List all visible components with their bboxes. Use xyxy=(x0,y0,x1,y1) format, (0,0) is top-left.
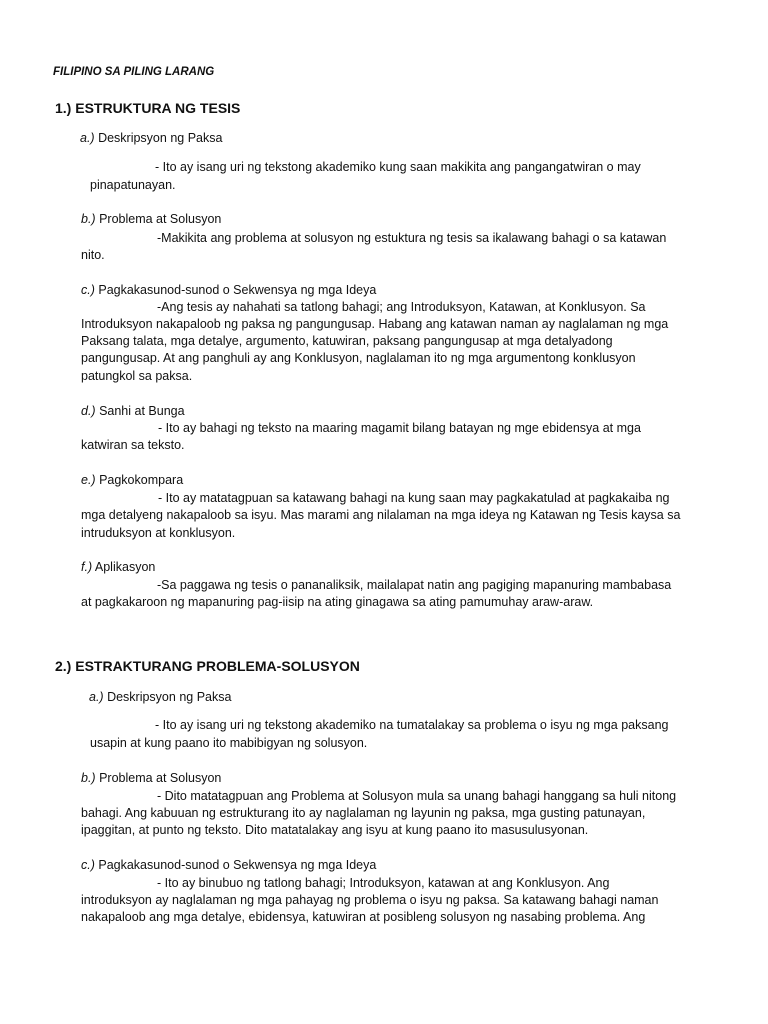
paragraph-line: introduksyon ay naglalaman ng mga pahayag ng problema o isyu ng paksa. Sa katawang bahagi naman xyxy=(81,893,659,907)
paragraph-line: - Ito ay isang uri ng tekstong akademiko na tumatalakay sa problema o isyu ng mga paksang xyxy=(155,718,669,732)
subheading-label: Pagkakasunod-sunod o Sekwensya ng mga Ideya xyxy=(94,858,377,872)
subheading-2a xyxy=(89,689,231,706)
subheading-marker: a.) xyxy=(80,131,95,145)
subheading-label: Problema at Solusyon xyxy=(95,771,222,785)
subheading-marker: b.) xyxy=(81,212,96,226)
paragraph-line: -Makikita ang problema at solusyon ng estuktura ng tesis sa ikalawang bahagi o sa katawan xyxy=(157,231,667,245)
paragraph-line: - Ito ay matatagpuan sa katawang bahagi na kung saan may pagkakatulad at pagkakaiba ng xyxy=(158,491,670,505)
paragraph-line: bahagi. Ang kabuuan ng estrukturang ito ay naglalaman ng layunin ng paksa, mga gusting patunayan, xyxy=(81,806,646,820)
subheading-1d xyxy=(81,403,185,420)
paragraph-line: Paksang talata, mga detalye, argumento, katuwiran, paksang pangungusap at mga detalyadong xyxy=(81,334,613,348)
subheading-2c xyxy=(81,857,376,874)
subheading-1e xyxy=(81,472,183,489)
subheading-marker: c.) xyxy=(81,283,95,297)
section-heading-1: 1.) ESTRUKTURA NG TESIS xyxy=(55,100,241,116)
section-heading-2: 2.) ESTRAKTURANG PROBLEMA-SOLUSYON xyxy=(55,658,360,674)
subheading-2b xyxy=(81,770,221,787)
subheading-marker: f.) xyxy=(81,560,93,574)
subheading-label: Sanhi at Bunga xyxy=(95,404,185,418)
subheading-label: Pagkokompara xyxy=(95,473,184,487)
paragraph-line: - Ito ay isang uri ng tekstong akademiko kung saan makikita ang pangangatwiran o may xyxy=(155,160,641,174)
paragraph-line: -Ang tesis ay nahahati sa tatlong bahagi; ang Introduksyon, Katawan, at Konklusyon. Sa xyxy=(157,300,646,314)
paragraph-line: at pagkakaroon ng mapanuring pag-iisip na ating ginagawa sa ating pamumuhay araw-araw. xyxy=(81,595,594,609)
document-title: FILIPINO SA PILING LARANG xyxy=(53,66,215,78)
paragraph-line: patungkol sa paksa. xyxy=(81,369,193,383)
subheading-label: Aplikasyon xyxy=(92,560,156,574)
paragraph-line: intruduksyon at konklusyon. xyxy=(81,526,236,540)
subheading-marker: b.) xyxy=(81,771,96,785)
subheading-1f xyxy=(81,559,155,576)
paragraph-line: - Dito matatagpuan ang Problema at Solusyon mula sa unang bahagi hanggang sa huli nitong xyxy=(157,789,677,803)
paragraph-line: mga detalyeng nakapaloob sa isyu. Mas marami ang nilalaman na mga ideya ng Katawan ng Tesis kaysa sa xyxy=(81,508,681,522)
subheading-marker: e.) xyxy=(81,473,96,487)
paragraph-line: Introduksyon nakapaloob ng paksa ng pangungusap. Habang ang katawan naman ay naglalaman ng mga xyxy=(81,317,669,331)
subheading-label: Deskripsyon ng Paksa xyxy=(94,131,223,145)
paragraph-line: pangungusap. At ang panghuli ay ang Konklusyon, naglalaman ito ng mga argumentong konklusyon xyxy=(81,351,636,365)
paragraph-line: usapin at kung paano ito mabibigyan ng solusyon. xyxy=(90,736,368,750)
subheading-1c xyxy=(81,282,376,299)
paragraph-line: ipaggitan, at punto ng teksto. Dito matatalakay ang isyu at kung paano ito masusulusyonan. xyxy=(81,823,589,837)
subheading-marker: c.) xyxy=(81,858,95,872)
paragraph-line: -Sa paggawa ng tesis o pananaliksik, mailalapat natin ang pagiging mapanuring mambabasa xyxy=(157,578,672,592)
paragraph-line: katwiran sa teksto. xyxy=(81,438,185,452)
paragraph-line: pinapatunayan. xyxy=(90,178,176,192)
subheading-1b xyxy=(81,211,221,228)
paragraph-line: - Ito ay bahagi ng teksto na maaring magamit bilang batayan ng mge ebidensya at mga xyxy=(158,421,641,435)
paragraph-line: nakapaloob ang mga detalye, ebidensya, katuwiran at posibleng solusyon ng nasabing problema. Ang xyxy=(81,910,646,924)
subheading-marker: a.) xyxy=(89,690,104,704)
subheading-marker: d.) xyxy=(81,404,96,418)
subheading-1a xyxy=(80,130,222,147)
paragraph-line: nito. xyxy=(81,248,105,262)
subheading-label: Pagkakasunod-sunod o Sekwensya ng mga Ideya xyxy=(94,283,377,297)
subheading-label: Problema at Solusyon xyxy=(95,212,222,226)
paragraph-line: - Ito ay binubuo ng tatlong bahagi; Introduksyon, katawan at ang Konklusyon. Ang xyxy=(157,876,610,890)
subheading-label: Deskripsyon ng Paksa xyxy=(103,690,232,704)
